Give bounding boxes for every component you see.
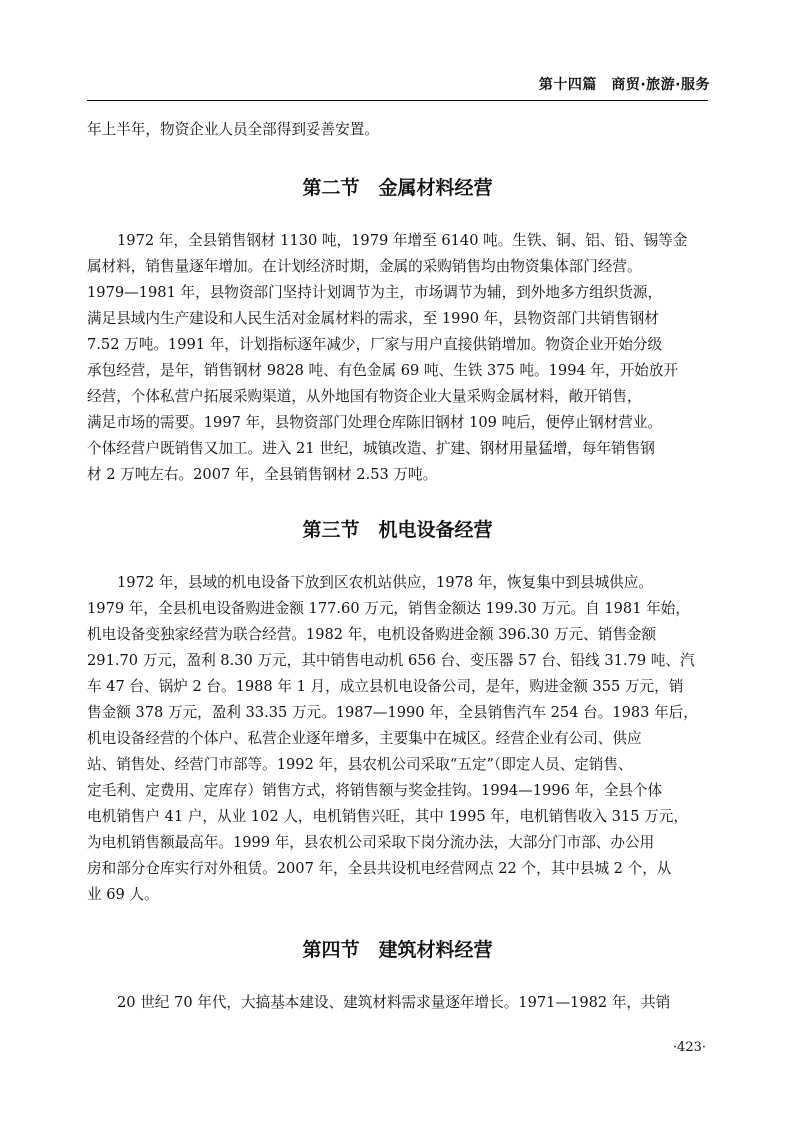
paragraph-line: 1972 年，全县销售钢材 1130 吨，1979 年增至 6140 吨。生铁、铜、铝、铅、锡等金 bbox=[117, 232, 688, 249]
paragraph-line: 满足县域内生产建设和人民生活对金属材料的需求，至 1990 年，县物资部门共销售钢材 bbox=[87, 310, 659, 327]
paragraph-line: 个体经营户既销售又加工。进入 21 世纪，城镇改造、扩建、钢材用量猛增，每年销售钢 bbox=[87, 440, 655, 457]
paragraph-line: 经营，个体私营户拓展采购渠道，从外地国有物资企业大量采购金属材料，敞开销售， bbox=[87, 388, 642, 405]
carryover-paragraph-line: 年上半年，物资企业人员全部得到妥善安置。 bbox=[87, 121, 379, 138]
paragraph-line: 1972 年，县域的机电设备下放到区农机站供应，1978 年，恢复集中到县城供应。 bbox=[117, 574, 653, 591]
paragraph-line: 材 2 万吨左右。2007 年，全县销售钢材 2.53 万吨。 bbox=[87, 466, 438, 483]
paragraph-line: 承包经营，是年，销售钢材 9828 吨、有色金属 69 吨、生铁 375 吨。1994 年，开始放开 bbox=[87, 362, 678, 379]
paragraph-line: 机电设备经营的个体户、私营企业逐年增多，主要集中在城区。经营企业有公司、供应 bbox=[87, 730, 642, 747]
paragraph-line: 机电设备变独家经营为联合经营。1982 年，电机设备购进金额 396.30 万元、销售金额 bbox=[87, 626, 657, 643]
section-title-electromechanical: 第三节 机电设备经营 bbox=[302, 519, 493, 541]
section-title-metal-materials: 第二节 金属材料经营 bbox=[302, 177, 493, 199]
page-number: ·423· bbox=[672, 1040, 706, 1055]
paragraph-line: 售金额 378 万元，盈利 33.35 万元。1987—1990 年，全县销售汽车 254 台。1983 年后， bbox=[87, 704, 698, 721]
paragraph-line: 定毛利、定费用、定库存）销售方式，将销售额与奖金挂钩。1994—1996 年，全县个体 bbox=[87, 782, 663, 799]
running-header: 第十四篇 商贸·旅游·服务 bbox=[538, 77, 710, 93]
paragraph-line: 车 47 台、锅炉 2 台。1988 年 1 月，成立县机电设备公司，是年，购进金额 355 万元，销 bbox=[87, 678, 684, 695]
paragraph-line: 房和部分仓库实行对外租赁。2007 年，全县共设机电经营网点 22 个，其中县城 2 个，从 bbox=[87, 860, 672, 877]
paragraph-line: 291.70 万元，盈利 8.30 万元，其中销售电动机 656 台、变压器 57 台、铅线 31.79 吨、汽 bbox=[87, 652, 695, 669]
paragraph-line: 为电机销售额最高年。1999 年，县农机公司采取下岗分流办法，大部分门市部、办公用 bbox=[87, 834, 655, 851]
paragraph-line: 1979—1981 年，县物资部门坚持计划调节为主，市场调节为辅，到外地多方组织货源， bbox=[87, 284, 663, 301]
paragraph-line: 7.52 万吨。1991 年，计划指标逐年减少，厂家与用户直接供销增加。物资企业开始分级 bbox=[87, 336, 663, 353]
paragraph-line: 站、销售处、经营门市部等。1992 年，县农机公司采取“五定”（即定人员、定销售、 bbox=[87, 756, 633, 773]
header-rule bbox=[87, 100, 708, 101]
paragraph-line: 电机销售户 41 户，从业 102 人，电机销售兴旺，其中 1995 年，电机销售收入 315 万元， bbox=[87, 808, 688, 825]
paragraph-line: 属材料，销售量逐年增加。在计划经济时期，金属的采购销售均由物资集体部门经营。 bbox=[87, 258, 642, 275]
paragraph-line: 20 世纪 70 年代，大搞基本建设、建筑材料需求量逐年增长。1971—1982 年，共销 bbox=[117, 994, 671, 1011]
paragraph-line: 业 69 人。 bbox=[87, 886, 159, 903]
section-title-building-materials: 第四节 建筑材料经营 bbox=[302, 939, 493, 961]
paragraph-line: 满足市场的需要。1997 年，县物资部门处理仓库陈旧钢材 109 吨后，便停止钢材营业。 bbox=[87, 414, 663, 431]
paragraph-line: 1979 年，全县机电设备购进金额 177.60 万元，销售金额达 199.30 万元。自 1981 年始， bbox=[87, 600, 690, 617]
